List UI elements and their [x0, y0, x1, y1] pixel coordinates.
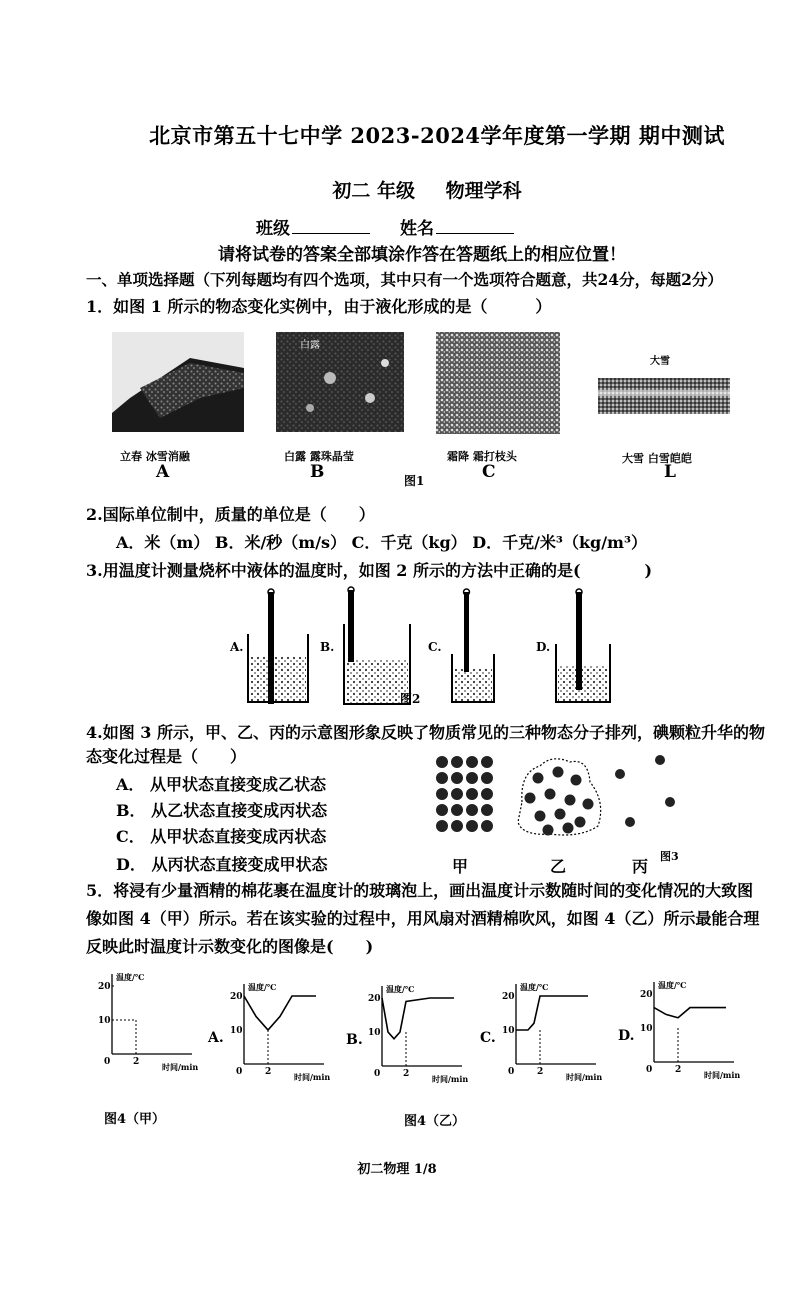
solid-molecule — [436, 788, 448, 800]
q4-option-b: B． 从乙状态直接变成丙状态 — [116, 801, 328, 820]
q5-stem-line2: 像如图 4（甲）所示。若在该实验的过程中，用风扇对酒精棉吹风，如图 4（乙）所示最能合理 — [86, 909, 760, 928]
grade-label: 初二 年级 — [332, 180, 415, 202]
solid-molecule — [451, 820, 463, 832]
graph-1-curve — [244, 996, 316, 1030]
q3-label-d: D. — [536, 640, 551, 654]
solid-molecule — [451, 804, 463, 816]
graph-4-tick-10: 10 — [640, 1024, 653, 1034]
graph-3-option-label: C. — [480, 1030, 496, 1046]
grade-subject-line — [0, 176, 794, 203]
state-bing-label: 丙 — [632, 857, 649, 876]
photo-c-letter: C — [482, 462, 496, 482]
graph-3-y-label: 温度/℃ — [520, 982, 549, 992]
solid-molecule — [466, 804, 478, 816]
graph-4-tick-2: 2 — [675, 1065, 682, 1075]
section-heading: 一、单项选择题（下列每题均有四个选项，其中只有一个选项符合题意，共24分，每题2分） — [86, 270, 723, 289]
graph-0-y-label: 温度/℃ — [116, 972, 145, 982]
subject-label: 物理学科 — [445, 180, 522, 202]
q3-label-b: B. — [320, 640, 335, 654]
state-jia-label: 甲 — [452, 857, 469, 876]
liquid-molecule — [525, 793, 536, 804]
graph-3-curve — [516, 996, 588, 1030]
graph-4-tick-0: 0 — [646, 1065, 653, 1075]
photo-a-ice-melting — [112, 332, 244, 432]
liquid-molecule — [533, 773, 544, 784]
q4-stem-line2: 态变化过程是（ ） — [86, 747, 247, 766]
photo-b-caption: 白露 露珠晶莹 — [284, 450, 354, 463]
photo-d-caption: 大雪 白雪皑皑 — [622, 452, 692, 465]
graph-2-x-label: 时间/min — [432, 1074, 469, 1084]
solid-molecule — [481, 820, 493, 832]
state-yi-label: 乙 — [550, 857, 567, 876]
solid-molecule — [451, 756, 463, 768]
solid-molecule — [466, 756, 478, 768]
graph-1-tick-0: 0 — [236, 1067, 243, 1077]
graph-0-x-label: 时间/min — [162, 1062, 199, 1072]
graph-2-tick-20: 20 — [368, 994, 381, 1004]
beaker-b — [344, 587, 410, 704]
liquid-molecule — [555, 809, 566, 820]
photo-b-overlay: 白露 — [300, 340, 320, 351]
name-blank — [436, 219, 514, 234]
graph-0-tick-2: 2 — [133, 1057, 140, 1067]
q5-stem-line1: 5．将浸有少量酒精的棉花裹在温度计的玻璃泡上，画出温度计示数随时间的变化情况的大致图 — [86, 881, 754, 900]
graph-1-tick-10: 10 — [230, 1026, 243, 1036]
photo-d-snow — [598, 378, 730, 414]
beaker-d — [556, 589, 610, 702]
photo-b-dew — [276, 332, 404, 432]
answer-notice: 请将试卷的答案全部填涂作答在答题纸上的相应位置！ — [218, 245, 626, 265]
liquid-molecule — [565, 795, 576, 806]
q1-stem: 1．如图 1 所示的物态变化实例中，由于液化形成的是（ ） — [86, 297, 552, 316]
graph-4-curve — [654, 1008, 726, 1018]
graph-3-x-label: 时间/min — [566, 1072, 603, 1082]
graph-1-tick-20: 20 — [230, 992, 243, 1002]
beaker-c — [452, 589, 494, 702]
solid-molecule — [436, 756, 448, 768]
state-jia-solid — [436, 756, 493, 832]
q3-stem: 3.用温度计测量烧杯中液体的温度时，如图 2 所示的方法中正确的是( ) — [86, 561, 653, 580]
state-yi-liquid — [518, 759, 601, 836]
name-label: 姓名 — [399, 219, 434, 239]
liquid-molecule — [563, 823, 574, 834]
student-info-line — [0, 214, 794, 239]
solid-molecule — [466, 772, 478, 784]
state-bing-gas — [615, 755, 675, 827]
solid-molecule — [481, 788, 493, 800]
liquid-molecule — [535, 811, 546, 822]
class-label: 班级 — [256, 219, 291, 239]
graph-4-y-label: 温度/℃ — [658, 980, 687, 990]
photo-d-letter: L — [664, 462, 676, 482]
q4-stem-line1: 4.如图 3 所示，甲、乙、丙的示意图形象反映了物质常见的三种物态分子排列，碘颗粒升华的物 — [86, 723, 765, 742]
solid-molecule — [436, 804, 448, 816]
figure-4-jia-caption: 图4（甲） — [104, 1112, 166, 1127]
graph-0-tick-20: 20 — [98, 982, 111, 992]
graph-4-tick-20: 20 — [640, 990, 653, 1000]
page-footer: 初二物理 1/8 — [357, 1162, 437, 1177]
q3-label-a: A. — [230, 640, 244, 654]
graph-1-tick-2: 2 — [265, 1067, 272, 1077]
liquid-molecule — [583, 799, 594, 810]
class-blank — [292, 219, 370, 234]
photo-c-caption: 霜降 霜打枝头 — [447, 450, 517, 463]
solid-molecule — [466, 788, 478, 800]
liquid-molecule — [571, 775, 582, 786]
graph-2-curve — [382, 998, 454, 1039]
photo-a-caption: 立春 冰雪消融 — [120, 450, 190, 463]
photo-b-letter: B — [310, 462, 325, 482]
graph-0-tick-0: 0 — [104, 1057, 111, 1067]
solid-molecule — [436, 820, 448, 832]
graph-4-option-label: D. — [618, 1028, 635, 1044]
q3-label-c: C. — [428, 640, 442, 654]
q2-options: A．米（m） B．米/秒（m/s） C．千克（kg） D．千克/米³（kg/m³） — [116, 533, 647, 552]
graph-3-tick-0: 0 — [508, 1067, 515, 1077]
q5-graphs — [86, 966, 766, 1086]
solid-molecule — [436, 772, 448, 784]
photo-d-overlay: 大雪 — [650, 356, 670, 367]
liquid-molecule — [545, 789, 556, 800]
solid-molecule — [481, 772, 493, 784]
graph-3-tick-2: 2 — [537, 1067, 544, 1077]
beaker-a — [248, 589, 308, 704]
graph-3-tick-10: 10 — [502, 1026, 515, 1036]
figure-1-label: 图1 — [404, 474, 425, 488]
photo-a-letter: A — [156, 462, 170, 482]
q2-stem: 2.国际单位制中，质量的单位是（ ） — [86, 505, 375, 524]
solid-molecule — [481, 756, 493, 768]
graph-2-option-label: B. — [346, 1032, 363, 1048]
solid-molecule — [451, 788, 463, 800]
q4-figure — [430, 752, 690, 844]
figure-4-yi-caption: 图4（乙） — [404, 1114, 466, 1129]
q4-option-d: D． 从丙状态直接变成甲状态 — [116, 855, 328, 874]
liquid-molecule — [575, 817, 586, 828]
graph-2-tick-0: 0 — [374, 1069, 381, 1079]
exam-title: 北京市第五十七中学 2023-2024学年度第一学期 期中测试 — [149, 123, 725, 148]
q4-option-a: A． 从甲状态直接变成乙状态 — [116, 775, 326, 794]
figure-3-label: 图3 — [660, 850, 679, 863]
solid-molecule — [481, 804, 493, 816]
solid-molecule — [451, 772, 463, 784]
graph-1-x-label: 时间/min — [294, 1072, 331, 1082]
figure-2-label: 图2 — [400, 692, 421, 706]
liquid-molecule — [543, 825, 554, 836]
graph-2-tick-10: 10 — [368, 1028, 381, 1038]
q5-stem-line3: 反映此时温度计示数变化的图像是( ) — [86, 937, 374, 956]
liquid-molecule — [553, 767, 564, 778]
solid-molecule — [466, 820, 478, 832]
photo-c-frost — [436, 332, 560, 434]
graph-2-y-label: 温度/℃ — [386, 984, 415, 994]
graph-1-y-label: 温度/℃ — [248, 982, 277, 992]
graph-4-x-label: 时间/min — [704, 1070, 741, 1080]
graph-1-option-label: A. — [208, 1030, 224, 1046]
graph-3-tick-20: 20 — [502, 992, 515, 1002]
q4-option-c: C． 从甲状态直接变成丙状态 — [116, 827, 327, 846]
graph-0-tick-10: 10 — [98, 1016, 111, 1026]
graph-2-tick-2: 2 — [403, 1069, 410, 1079]
